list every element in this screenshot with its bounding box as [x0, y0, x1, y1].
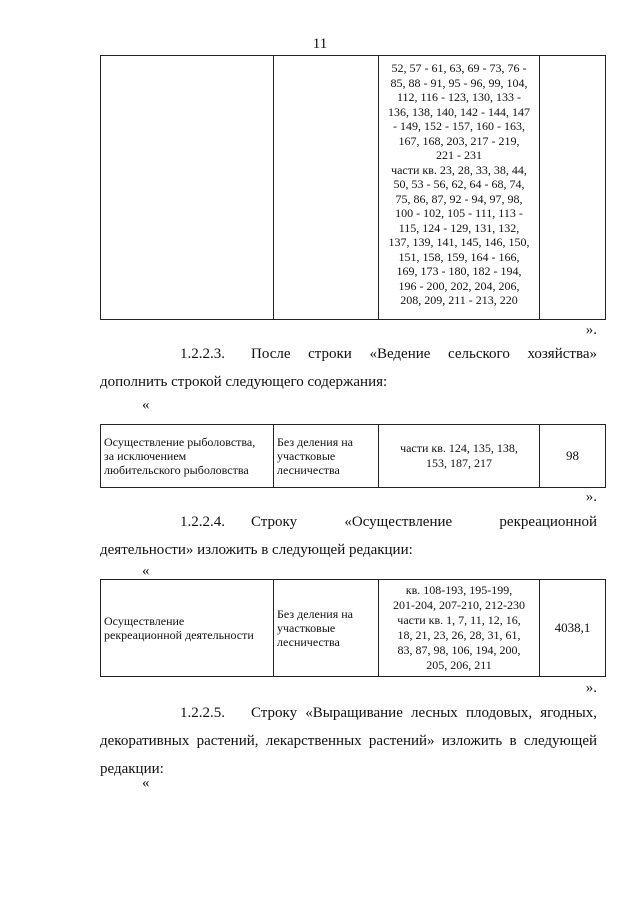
- division-line: Без деления на: [277, 435, 353, 449]
- quarters-line: 75, 86, 87, 92 - 94, 97, 98,: [395, 191, 523, 206]
- table-cell-division: [274, 580, 379, 677]
- activity-line: Осуществление рыболовства,: [104, 435, 256, 449]
- table-cell-division: [274, 425, 379, 488]
- table-cell-quarters: [379, 56, 540, 320]
- division-line: участковые: [277, 621, 336, 635]
- quarters-line: 112, 116 - 123, 130, 133 -: [396, 90, 522, 104]
- closing-quote: ».: [585, 680, 597, 696]
- quarters-line: 52, 57 - 61, 63, 69 - 73, 76 -: [391, 61, 527, 75]
- activity-line: Осуществление: [104, 614, 185, 628]
- quarters-line: части кв. 23, 28, 33, 38, 44,: [391, 162, 527, 177]
- opening-quote: «: [142, 397, 150, 413]
- quarters-line: 50, 53 - 56, 62, 64 - 68, 74,: [393, 177, 525, 191]
- paragraph-1-2-2-5: [100, 699, 597, 783]
- paragraph-1-2-2-3: [100, 340, 597, 396]
- table-cell-area: 4038,1: [540, 580, 606, 677]
- quarters-line: 83, 87, 98, 106, 194, 200,: [397, 643, 521, 657]
- division-line: лесничества: [277, 463, 340, 477]
- opening-quote: «: [142, 775, 150, 791]
- activity-line: любительского рыболовства: [104, 463, 249, 477]
- table-recreation: [100, 579, 606, 677]
- quarters-line: 208, 209, 211 - 213, 220: [400, 293, 518, 307]
- division-line: Без деления на: [277, 607, 353, 621]
- paragraph-number: 1.2.2.5.: [180, 705, 225, 721]
- paragraph-text: Строку «Осуществление рекреационной деятельности» изложить в следующей редакции:: [100, 514, 597, 558]
- division-line: участковые: [277, 449, 336, 463]
- quarters-line: - 149, 152 - 157, 160 - 163,: [393, 119, 525, 133]
- quarters-line: кв. 108-193, 195-199,: [405, 583, 513, 597]
- table-cell-activity: [101, 425, 274, 488]
- table-cell-area: 98: [540, 425, 606, 488]
- quarters-line: 221 - 231: [436, 148, 482, 162]
- activity-line: за исключением: [104, 449, 187, 463]
- quarters-line: части кв. 124, 135, 138,: [400, 441, 518, 455]
- table-fishing: [100, 424, 606, 488]
- table-cell-area: [540, 56, 606, 320]
- table-cell-division: [274, 56, 379, 320]
- table-cell-activity: [101, 56, 274, 320]
- quarters-line: 169, 173 - 180, 182 - 194,: [396, 264, 522, 278]
- closing-quote: ».: [585, 322, 597, 338]
- quarters-line: 205, 206, 211: [426, 658, 492, 672]
- quarters-line: 201-204, 207-210, 212-230: [393, 598, 525, 612]
- quarters-line: 100 - 102, 105 - 111, 113 -: [395, 206, 523, 220]
- paragraph-1-2-2-4: [100, 508, 597, 564]
- quarters-line: части кв. 1, 7, 11, 12, 16,: [397, 613, 521, 627]
- quarters-line: 153, 187, 217: [426, 456, 492, 470]
- division-line: лесничества: [277, 635, 340, 649]
- paragraph-text: Строку «Выращивание лесных плодовых, ягодных, декоративных растений, лекарственных растений» изложить в следующей редакции:: [100, 705, 597, 777]
- closing-quote: ».: [585, 489, 597, 505]
- quarters-line: 115, 124 - 129, 131, 132,: [398, 220, 520, 235]
- table-continuation: [100, 55, 606, 320]
- paragraph-number: 1.2.2.3.: [180, 346, 225, 362]
- quarters-line: 85, 88 - 91, 95 - 96, 99, 104,: [390, 75, 528, 90]
- page-number: 11: [312, 36, 328, 52]
- quarters-line: 18, 21, 23, 26, 28, 31, 61,: [397, 628, 521, 642]
- quarters-line: 136, 138, 140, 142 - 144, 147: [388, 104, 530, 119]
- table-cell-quarters: [379, 580, 540, 677]
- opening-quote: «: [142, 563, 150, 579]
- activity-line: рекреационной деятельности: [104, 628, 254, 642]
- quarters-line: 196 - 200, 202, 204, 206,: [398, 278, 520, 293]
- paragraph-number: 1.2.2.4.: [180, 514, 225, 530]
- quarters-line: 167, 168, 203, 217 - 219,: [398, 133, 520, 148]
- table-cell-activity: [101, 580, 274, 677]
- paragraph-text: После строки «Ведение сельского хозяйства» дополнить строкой следующего содержания:: [100, 346, 597, 390]
- table-cell-quarters: [379, 425, 540, 488]
- quarters-line: 137, 139, 141, 145, 146, 150,: [388, 235, 530, 249]
- quarters-line: 151, 158, 159, 164 - 166,: [398, 249, 520, 264]
